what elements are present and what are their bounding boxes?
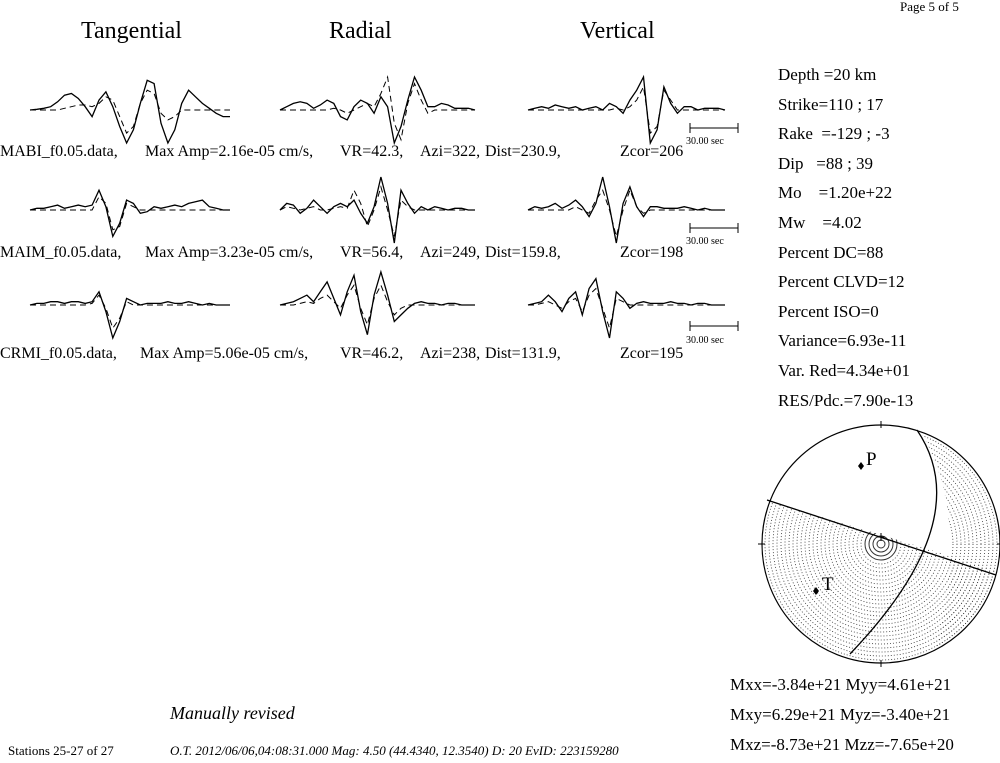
station-name: MAIM_f0.05.data, [0, 244, 122, 261]
time-scale-label: 30.00 sec [686, 136, 724, 147]
param-mw: Mw =4.02 [778, 212, 862, 232]
moment-tensor-line-3: Mxz=-8.73e+21 Mzz=-7.65e+20 [730, 735, 954, 754]
column-title-tangential: Tangential [81, 18, 182, 44]
station-max-amp: Max Amp=5.06e-05 cm/s, [140, 345, 309, 362]
moment-tensor-line-1: Mxx=-3.84e+21 Myy=4.61e+21 [730, 675, 952, 694]
station-dist: Dist=159.8, [485, 244, 561, 261]
p-axis-label: P [866, 449, 877, 470]
station-max-amp: Max Amp=2.16e-05 cm/s, [145, 143, 314, 160]
footer-stations: Stations 25-27 of 27 [8, 743, 114, 758]
station-zcor: Zcor=198 [620, 244, 684, 261]
time-scale-label: 30.00 sec [686, 335, 724, 346]
param-variance: Variance=6.93e-11 [778, 331, 907, 351]
station-name: MABI_f0.05.data, [0, 143, 118, 160]
station-azi: Azi=322, [420, 143, 481, 160]
station-vr: VR=42.3, [340, 143, 404, 160]
station-vr: VR=46.2, [340, 345, 404, 362]
param-percent-dc: Percent DC=88 [778, 242, 884, 262]
param-strike: Strike=110 ; 17 [778, 94, 884, 114]
param-res-pdc: RES/Pdc.=7.90e-13 [778, 390, 914, 410]
station-azi: Azi=249, [420, 244, 481, 261]
param-depth: Depth =20 km [778, 65, 877, 84]
column-title-vertical: Vertical [580, 18, 655, 44]
column-title-radial: Radial [329, 18, 392, 44]
station-vr: VR=56.4, [340, 244, 404, 261]
footer-origin: O.T. 2012/06/06,04:08:31.000 Mag: 4.50 (44.4340, 12.3540) D: 20 EvID: 223159280 [170, 743, 619, 758]
station-dist: Dist=131.9, [485, 345, 561, 362]
param-mo: Mo =1.20e+22 [778, 183, 893, 203]
station-max-amp: Max Amp=3.23e-05 cm/s, [145, 244, 314, 261]
time-scale-label: 30.00 sec [686, 236, 724, 247]
beachball-outline [762, 425, 1000, 663]
station-azi: Azi=238, [420, 345, 481, 362]
station-zcor: Zcor=195 [620, 345, 684, 362]
param-percent-clvd: Percent CLVD=12 [778, 272, 905, 292]
param-var-red: Var. Red=4.34e+01 [778, 360, 911, 380]
t-axis-label: T [822, 574, 834, 595]
param-percent-iso: Percent ISO=0 [778, 301, 879, 321]
page-label: Page 5 of 5 [900, 0, 959, 14]
param-dip: Dip =88 ; 39 [778, 153, 874, 173]
station-dist: Dist=230.9, [485, 143, 561, 160]
revised-note: Manually revised [170, 703, 295, 723]
moment-tensor [730, 670, 954, 760]
station-zcor: Zcor=206 [620, 143, 684, 160]
moment-tensor-line-2: Mxy=6.29e+21 Myz=-3.40e+21 [730, 705, 951, 724]
station-name: CRMI_f0.05.data, [0, 345, 117, 362]
param-rake: Rake =-129 ; -3 [778, 124, 890, 144]
